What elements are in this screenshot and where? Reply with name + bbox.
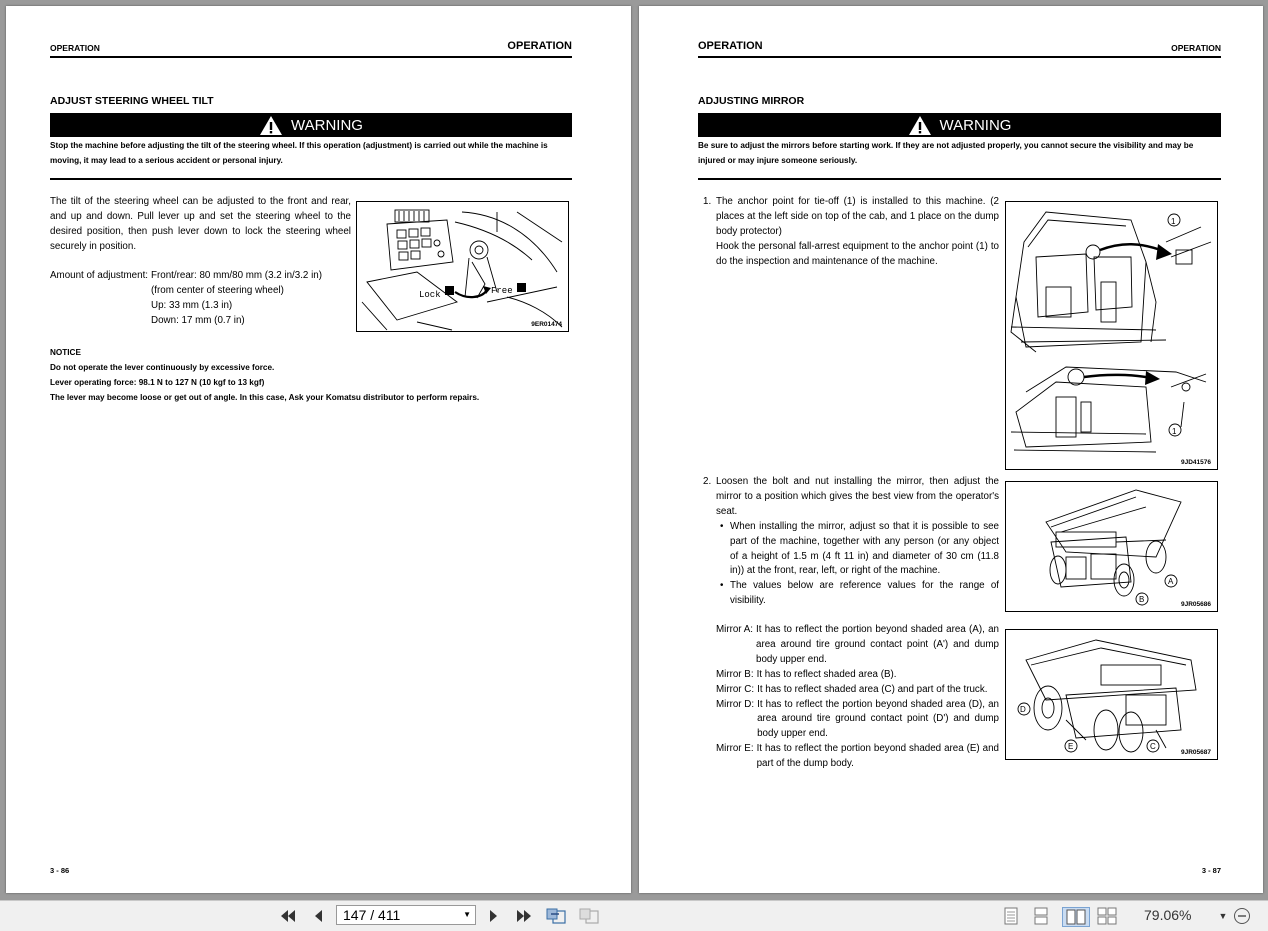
truck-rear-figure xyxy=(1005,629,1218,760)
mirror-item xyxy=(716,668,999,683)
free-icon xyxy=(517,283,526,292)
zoom-out-icon[interactable] xyxy=(1232,907,1252,925)
warning-label: WARNING xyxy=(291,116,363,134)
callout-c: C xyxy=(1150,742,1156,751)
mirror-key: Mirror C: xyxy=(716,683,755,695)
page-number-input[interactable] xyxy=(336,905,476,925)
notice-line: Do not operate the lever continuously by excessive force. xyxy=(50,363,275,372)
step-1 xyxy=(703,195,999,270)
warning-text: Stop the machine before adjusting the tilt of the steering wheel. If this operation (adjustment) is carried out while the machine is moving, it may lead to a serious accident or personal injury. xyxy=(50,141,548,165)
bullet-item: • When installing the mirror, adjust so that it is possible to see part of the machine, together with any person (or any object of a height of 1.5 m (4 ft 11 in) and diameter of 30 cm (11.8 in)) at the front, rear, left, or right of the machine. xyxy=(716,520,999,580)
step-text: Loosen the bolt and nut installing the mirror, then adjust the mirror to a position which gives the best view from the operator's seat. xyxy=(716,476,999,517)
mirror-item xyxy=(716,698,999,743)
body-text: The tilt of the steering wheel can be adjusted to the front and rear, and up and down. Pull lever up and set the steering wheel to the desired position, then push lever down to lock the steering wheel securely in position. xyxy=(50,196,351,252)
next-page-icon[interactable] xyxy=(484,907,504,925)
continuous-facing-icon[interactable] xyxy=(1096,907,1118,925)
callout-d: D xyxy=(1020,705,1026,714)
notice-block xyxy=(50,345,580,405)
figure-code: 9JR05686 xyxy=(1181,601,1211,608)
warning-triangle-icon xyxy=(259,115,283,136)
single-page-icon[interactable] xyxy=(1002,907,1020,925)
adjustment-label: Amount of adjustment: xyxy=(50,270,149,281)
mirror-item xyxy=(716,623,999,668)
notice-line: The lever may become loose or get out of angle. In this case, Ask your Komatsu distributor to perform repairs. xyxy=(50,393,480,402)
warning-triangle-icon xyxy=(908,115,932,136)
cab-anchor-illustration xyxy=(1006,202,1217,469)
lock-icon xyxy=(445,286,454,295)
callout-1: 1 xyxy=(1171,217,1176,226)
truck-front-figure xyxy=(1005,481,1218,612)
step-number: 1. xyxy=(703,196,712,207)
prev-view-icon[interactable] xyxy=(545,907,567,925)
header-rule xyxy=(698,56,1221,58)
callout-b: B xyxy=(1139,595,1145,604)
mirror-key: Mirror E: xyxy=(716,743,754,755)
header-left: OPERATION xyxy=(50,43,100,53)
right-page xyxy=(639,6,1263,893)
callout-e: E xyxy=(1068,742,1074,751)
mirror-key: Mirror D: xyxy=(716,698,755,710)
step-number: 2. xyxy=(703,476,712,487)
page-dropdown-icon[interactable]: ▼ xyxy=(463,910,471,919)
zoom-dropdown-icon[interactable]: ▼ xyxy=(1218,911,1228,921)
mirror-text: It has to reflect the portion beyond shaded area (E) and part of the dump body. xyxy=(756,743,999,770)
warning-text: Be sure to adjust the mirrors before starting work. If they are not adjusted properly, you cannot secure the visibility and may be injured or may injure someone seriously. xyxy=(698,141,1194,165)
warning-banner xyxy=(50,113,572,137)
section-title: ADJUSTING MIRROR xyxy=(698,95,805,107)
last-page-icon[interactable] xyxy=(514,907,534,925)
page-number: 3 - 87 xyxy=(1201,866,1221,875)
next-view-icon[interactable] xyxy=(578,907,600,925)
mirror-key: Mirror A: xyxy=(716,624,754,635)
mirror-item xyxy=(716,683,999,698)
callout-1: 1 xyxy=(1172,427,1177,436)
steering-figure xyxy=(356,201,569,332)
header-left: OPERATION xyxy=(698,40,763,52)
anchor-point-figure xyxy=(1005,201,1218,470)
callout-a: A xyxy=(1168,577,1174,586)
free-label: Free xyxy=(491,286,513,296)
step-text: Hook the personal fall-arrest equipment to the anchor point (1) to do the inspection and maintenance of the machine. xyxy=(716,240,999,267)
first-page-icon[interactable] xyxy=(278,907,298,925)
adjustment-up: Up: 33 mm (1.3 in) xyxy=(151,299,233,311)
mirror-text: It has to reflect shaded area (C) and part of the truck. xyxy=(757,683,988,695)
mirror-text: It has to reflect the portion beyond shaded area (D), an area around tire ground contact point (D') and dump body upper end. xyxy=(757,698,999,740)
dump-truck-illustration xyxy=(1006,482,1217,611)
dump-truck-rear-illustration xyxy=(1006,630,1217,759)
adjustment-down: Down: 17 mm (0.7 in) xyxy=(151,314,245,326)
adjustment-block xyxy=(50,269,355,329)
step-2 xyxy=(703,475,999,609)
figure-code: 9ER01474 xyxy=(531,321,562,328)
step-text: The anchor point for tie-off (1) is installed to this machine. (2 places at the left side on top of the cab, and 1 place on the dump body protector) xyxy=(716,196,999,237)
steering-lever-illustration xyxy=(357,202,568,331)
mirror-item xyxy=(716,742,999,772)
warning-label: WARNING xyxy=(939,116,1012,134)
warning-rule xyxy=(698,178,1221,180)
mirror-text: It has to reflect the portion beyond shaded area (A), an area around tire ground contact point (A') and dump body upper end. xyxy=(756,624,999,665)
notice-line: Lever operating force: 98.1 N to 127 N (10 kgf to 13 kgf) xyxy=(50,378,265,387)
lock-label: Lock xyxy=(419,290,441,300)
bullet-item: • The values below are reference values for the range of visibility. xyxy=(716,579,999,609)
facing-icon[interactable] xyxy=(1062,907,1090,927)
continuous-icon[interactable] xyxy=(1032,907,1050,925)
adjustment-note: (from center of steering wheel) xyxy=(151,284,284,296)
prev-page-icon[interactable] xyxy=(308,907,328,925)
adjustment-front-rear: Front/rear: 80 mm/80 mm (3.2 in/3.2 in) xyxy=(151,270,322,281)
mirror-list xyxy=(716,623,999,772)
notice-title: NOTICE xyxy=(50,348,81,357)
mirror-text: It has to reflect shaded area (B). xyxy=(756,668,897,680)
current-page: 147 / 411 xyxy=(343,907,401,923)
warning-banner xyxy=(698,113,1221,137)
section-title: ADJUST STEERING WHEEL TILT xyxy=(50,95,214,107)
figure-code: 9JD41576 xyxy=(1181,459,1211,466)
figure-code: 9JR05687 xyxy=(1181,749,1211,756)
header-right: OPERATION xyxy=(1171,43,1221,53)
page-number: 3 - 86 xyxy=(50,866,70,875)
zoom-level[interactable]: 79.06% xyxy=(1144,907,1192,923)
header-right: OPERATION xyxy=(507,40,572,52)
viewer-toolbar xyxy=(0,900,1268,931)
left-page xyxy=(6,6,631,893)
mirror-key: Mirror B: xyxy=(716,668,754,680)
warning-rule xyxy=(50,178,572,180)
header-rule xyxy=(50,56,572,58)
